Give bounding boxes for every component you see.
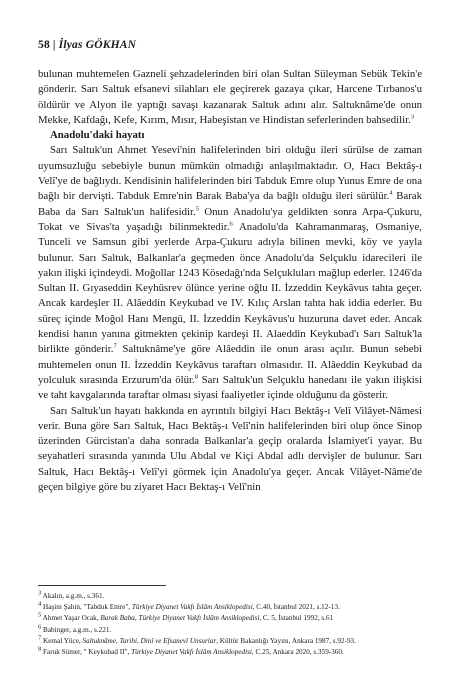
- paragraph-3: [38, 404, 422, 496]
- paragraph-2: [38, 143, 422, 403]
- footnote-7: $^7$ Kemal Yüce, Saltuknâme, Tarihi, Dinî ve Efsanevî Unsurlar, Kültür Bakanlığı Yayını, Ankara 1987, s.92-93.: [38, 634, 356, 645]
- footnote-ref-4[interactable]: 4: [389, 189, 393, 197]
- footnotes: [38, 591, 422, 658]
- footnote-divider: [38, 585, 166, 586]
- section-heading: Anadolu'daki hayatı: [50, 129, 145, 142]
- body-text: [38, 67, 422, 495]
- paragraph-2-text-b: Barak Baba da Sarı Saltuk'un halifesidir.: [38, 190, 422, 218]
- footnote-3: $^3$ Akalın, a.g.m., s.361.: [38, 589, 105, 600]
- footnote-ref-8[interactable]: 8: [194, 373, 198, 381]
- footnote-ref-7[interactable]: 7: [113, 342, 117, 350]
- paragraph-2-text-d: Anadolu'da Kahramanmaraş, Osmaniye, Tunceli ve Samsun gibi yerlerde Arpa-Çukuru adıyla bilinen mevki, köy ve yayla bulunur. Sarı Saltuk, Balkanlar'a geçmeden önce Anadolu'da Selçuklu idarecileri ile yakın ilişki içindeydi. Moğollar 1243 Kösedağı'nda Selçukluları mağlup ederler. 1246'da Sultan II. Gıyaseddin Keyhüsrev ölünce yerine oğlu II. İzzeddin Keykâvus tahta geçer. Ancak kardeşler II. Alâeddin Keykubad ve IV. Kılıç Arslan tahta hak iddia ederler. Bu süreç içinde Moğol Hanı Mengü, II. İzzeddin Keykâvus'u huzuruna davet eder. Ancak kendisi hanın yanına gitmekten çekinip kardeşi II. Alaeddin Keykubad'ı Sarı Saltuk'la birlikte gönderir.: [38, 220, 422, 356]
- footnote-4: $^4$ Haşim Şahin, "Tabduk Emre", Türkiye Diyanet Vakfı İslâm Ansiklopedisi, C.40, İstanbul 2021, s.12-13.: [38, 600, 340, 612]
- paragraph-2-text-c: Onun Anadolu'ya geldikten sonra Arpa-Çukuru, Tokat ve Sivas'ta yaşadığı bilinmektedir.: [38, 205, 422, 233]
- footnote-8: $^8$ Faruk Sümer, " Keykubad II", Türkiye Diyanet Vakfı İslâm Ansiklopedisi, C.25, Ankara 2020, s.359-360.: [38, 645, 344, 657]
- running-header: [38, 39, 136, 51]
- paragraph-2-text-e: Saltuknâme'ye göre Alâeddin ile onun arası açılır. Bunun sebebi muhtemelen onun II. İzzeddin Keykâvus taraftarı olmasıdır. II. Alâeddin Keykubad da yolculuk sırasında Erzurum'da ölür.: [38, 343, 422, 386]
- footnote-ref-5[interactable]: 5: [195, 205, 199, 213]
- author-name: İlyas GÖKHAN: [58, 39, 137, 51]
- footnote-5: $^5$ Ahmet Yaşar Ocak, Barak Baba, Türkiye Diyanet Vakfı İslâm Ansiklopedisi, C. 5, İstanbul 1992, s.61: [38, 612, 334, 623]
- footnote-6: $^6$ Babinger, a.g.m., s.221.: [38, 623, 112, 634]
- paragraph-2-text-a: Sarı Saltuk'un Ahmet Yesevi'nin halifelerinden biri olduğu ileri sürülse de zaman uyumsuzluğu sebebiyle bunun mümkün olmadığı anlaşılmaktadır. O, Hacı Bektâş-ı Velî'ye de bağlıydı. Kendisinin halifelerinden biri Tabduk Emre olup Yunus Emre de ona bağlı bir dervişti. Tabduk Emre'nin Barak Baba'ya da bağlı olduğu ileri sürülür.: [38, 144, 422, 203]
- paragraph-1-text: bulunan muhtemelen Gazneli şehzadelerinden biri olan Sultan Süleyman Sebük Tekin'e gönderir. Sarı Saltuk efsanevi silahları ele geçirerek gazaya çıkar, Harcene Tırbanos'u öldürür ve Alyon ile yaptığı savaşı kazanarak Saltuk adını alır. Saltuknâme'de onun Mekke, Kafdağı, Kefe, Kırım, Mısır, Habeşistan ve Hindistan seferlerinden bahsedilir.: [38, 68, 422, 126]
- header-separator: |: [52, 39, 56, 51]
- footnote-ref-6[interactable]: 6: [229, 220, 233, 228]
- paragraph-3-text: Sarı Saltuk'un hayatı hakkında en ayrıntılı bilgiyi Hacı Bektâş-ı Velî Vilâyet-Nâmesi verir. Buna göre Sarı Saltuk, Hacı Bektâş-ı Velî'nin halifelerinden biri olup önce Sinop üzerinden Gürcistan'a daha sonrada Balkanlar'a geçip oralarda İslamiyet'i yayar. Bu seyahatleri sırasında yanında Ulu Abdal ve Kiçi Abdal adlı dervişler de bulunur. Sarı Saltuk, Hacı Bektâş-ı Velî'yi görmek için Anadolu'ya geçer. Ancak Vilâyet-Nâme'de geçen bilgiye göre bu ziyaret Hacı Bektaş-ı Velî'nin: [38, 404, 422, 494]
- page-number: 58: [38, 39, 50, 51]
- footnote-ref-3[interactable]: 3: [410, 113, 415, 121]
- paragraph-1: [38, 67, 422, 128]
- paragraph-2-text-f: Sarı Saltuk'un Selçuklu hanedanı ile yakın ilişkisi ve taht kavgalarında taraftar olması siyasi faaliyetler içinde olduğunu da gösterir.: [38, 373, 422, 402]
